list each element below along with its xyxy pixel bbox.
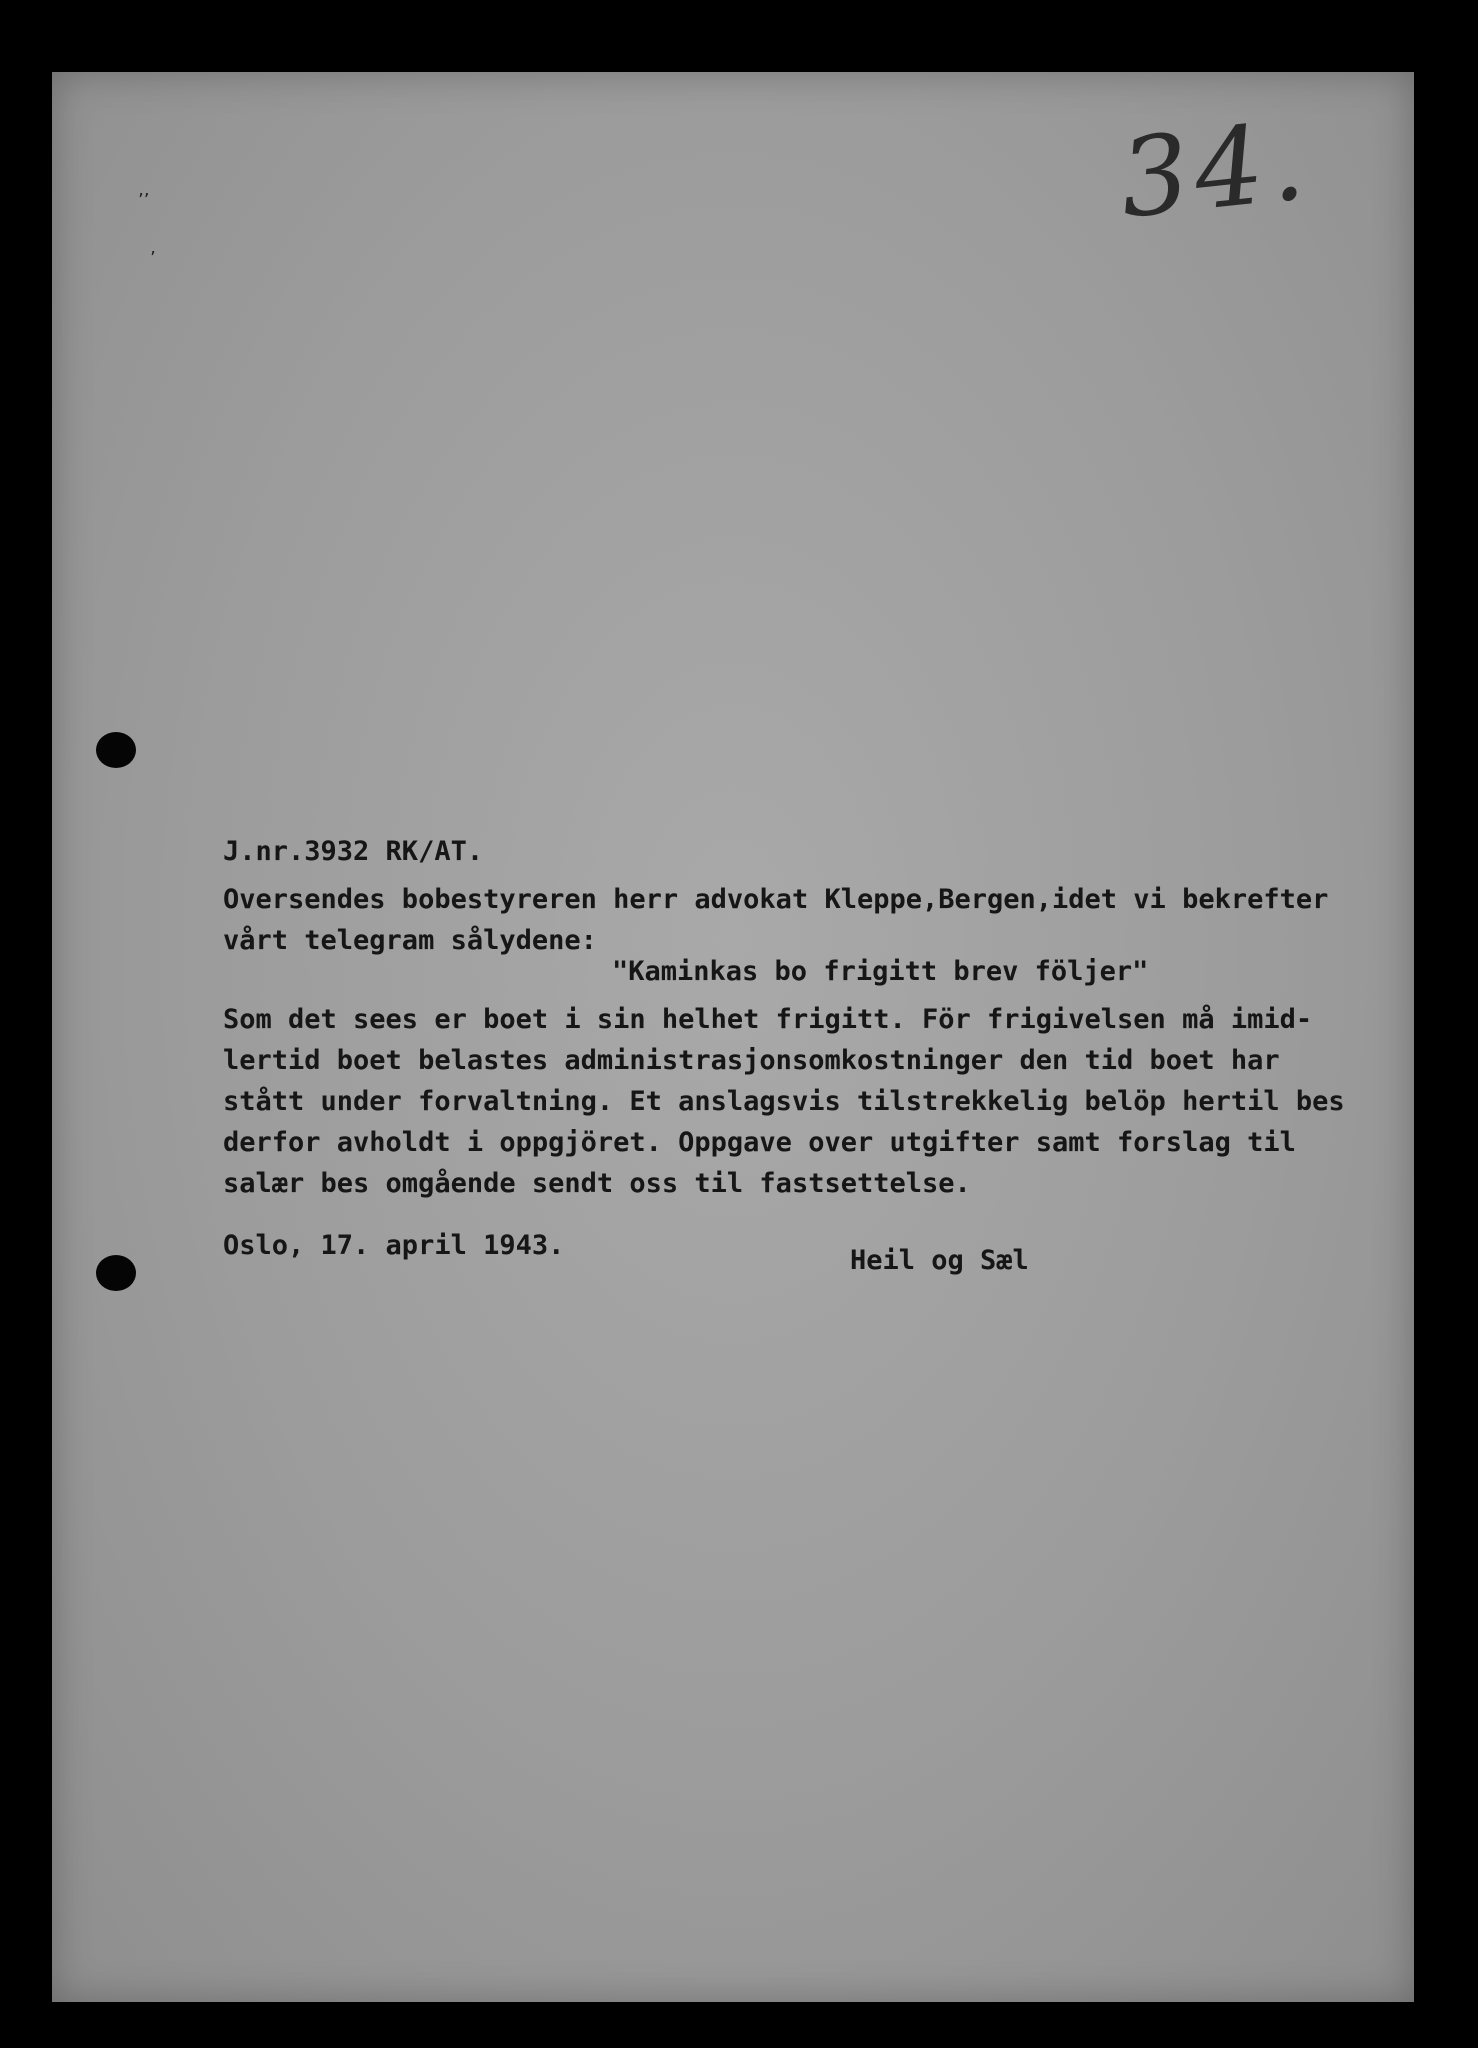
body-line-5: stått under forvaltning. Et anslagsvis tilstrekkelig belöp hertil bes	[223, 1086, 1345, 1117]
body-line-7: salær bes omgående sendt oss til fastsettelse.	[223, 1168, 971, 1199]
journal-number: J.nr.3932 RK/AT.	[223, 836, 484, 867]
handwritten-page-number: 34.	[1113, 98, 1316, 243]
place-and-date: Oslo, 17. april 1943.	[223, 1230, 565, 1261]
punch-hole-lower	[96, 1255, 136, 1291]
edge-mark: ’	[150, 248, 156, 269]
document-page	[52, 72, 1414, 2002]
body-line-1: Oversendes bobestyreren herr advokat Kleppe,Bergen,idet vi bekrefter	[223, 884, 1329, 915]
closing-salutation: Heil og Sæl	[850, 1245, 1029, 1276]
body-line-4: lertid boet belastes administrasjonsomkostninger den tid boet har	[223, 1045, 1280, 1076]
body-line-3: Som det sees er boet i sin helhet frigitt. För frigivelsen må imid-	[223, 1004, 1313, 1035]
punch-hole-upper	[96, 732, 136, 768]
telegram-quote: "Kaminkas bo frigitt brev följer"	[612, 956, 1149, 987]
body-line-6: derfor avholdt i oppgjöret. Oppgave over utgifter samt forslag til	[223, 1127, 1296, 1158]
edge-mark: ’’	[138, 190, 150, 211]
body-line-2: vårt telegram sålydene:	[223, 925, 597, 956]
